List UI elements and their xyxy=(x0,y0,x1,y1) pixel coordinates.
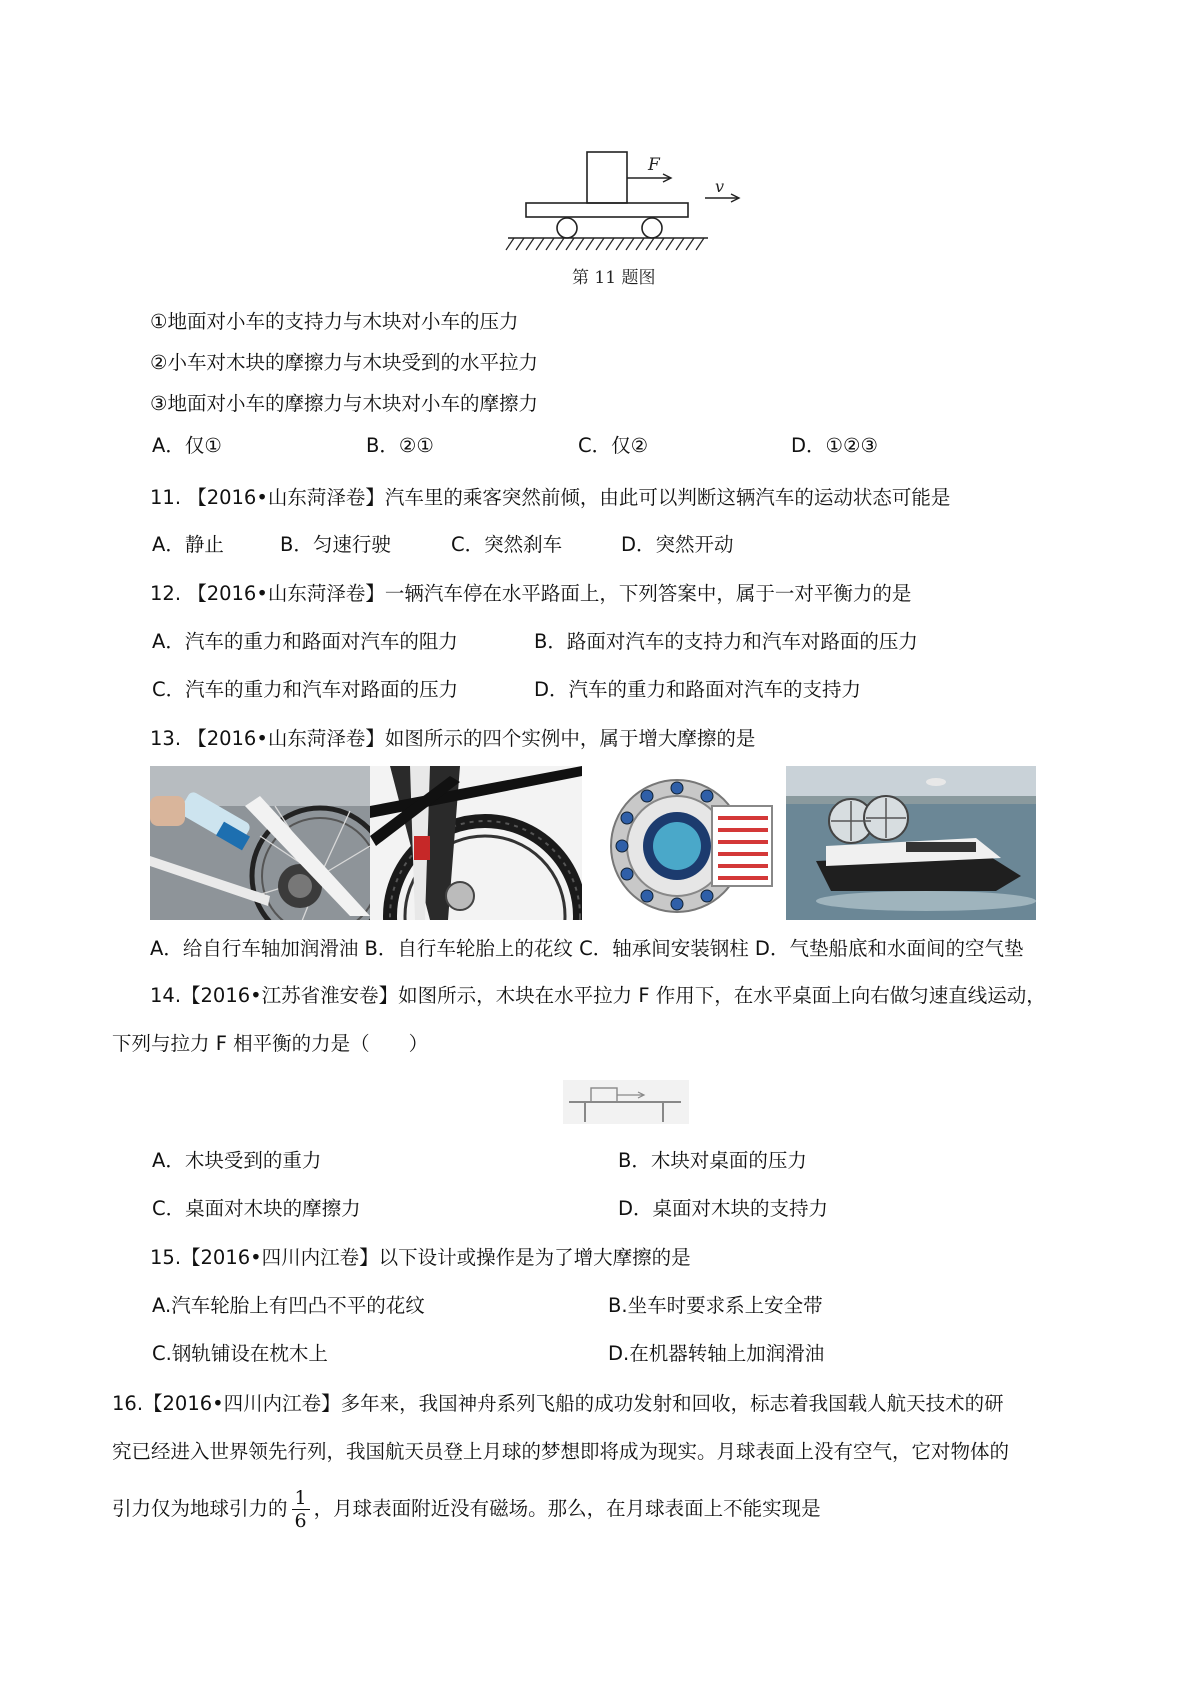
q10-option-b: B．②① xyxy=(366,434,434,457)
cart-plank xyxy=(526,203,688,217)
q11-option-a: A．静止 xyxy=(152,533,224,556)
photo-lubricating-bicycle xyxy=(150,766,370,920)
q12-option-a: A．汽车的重力和路面对汽车的阻力 xyxy=(152,630,458,653)
q10-option-c: C．仅② xyxy=(578,434,649,457)
q11-stem: 11. 【2016•山东菏泽卷】汽车里的乘客突然前倾，由此可以判断这辆汽车的运动状态可能是 xyxy=(150,486,951,509)
q13-options: A．给自行车轴加润滑油 B．自行车轮胎上的花纹 C．轴承间安装钢柱 D．气垫船底和水面间的空气垫 xyxy=(150,937,1024,960)
q11-option-d: D．突然开动 xyxy=(621,533,734,556)
photo-hovercraft xyxy=(786,766,1036,920)
figure-caption: 第 11 题图 xyxy=(572,268,656,288)
statement-2: ②小车对木块的摩擦力与木块受到的水平拉力 xyxy=(150,351,538,374)
q15-option-c: C.钢轨铺设在枕木上 xyxy=(152,1342,328,1365)
q15-option-a: A.汽车轮胎上有凹凸不平的花纹 xyxy=(152,1294,425,1317)
cart-wheel xyxy=(557,218,577,238)
fraction-numerator: 1 xyxy=(292,1487,310,1510)
q13-stem: 13. 【2016•山东菏泽卷】如图所示的四个实例中，属于增大摩擦的是 xyxy=(150,727,756,750)
velocity-label: v xyxy=(715,177,725,196)
q12-option-b: B．路面对汽车的支持力和汽车对路面的压力 xyxy=(534,630,918,653)
q16-line3-pre: 引力仅为地球引力的 xyxy=(112,1497,288,1520)
q16-line3 xyxy=(112,1485,821,1533)
q15-stem: 15.【2016•四川内江卷】以下设计或操作是为了增大摩擦的是 xyxy=(150,1246,691,1269)
q12-stem: 12. 【2016•山东菏泽卷】一辆汽车停在水平路面上，下列答案中，属于一对平衡力的是 xyxy=(150,582,912,605)
photo-bearing xyxy=(582,766,782,920)
cart-wheel xyxy=(642,218,662,238)
statement-1: ①地面对小车的支持力与木块对小车的压力 xyxy=(150,310,519,333)
q14-option-b: B．木块对桌面的压力 xyxy=(618,1149,807,1172)
q10-option-d: D．①②③ xyxy=(791,434,878,457)
q15-option-d: D.在机器转轴上加润滑油 xyxy=(608,1342,825,1365)
q16-line3-post: ，月球表面附近没有磁场。那么，在月球表面上不能实现是 xyxy=(313,1497,821,1520)
q14-stem-line2: 下列与拉力 F 相平衡的力是（ ） xyxy=(112,1032,429,1055)
fraction-denominator: 6 xyxy=(294,1510,307,1532)
q14-option-a: A．木块受到的重力 xyxy=(152,1149,322,1172)
q12-option-d: D．汽车的重力和路面对汽车的支持力 xyxy=(534,678,862,701)
q16-line1: 16.【2016•四川内江卷】多年来，我国神舟系列飞船的成功发射和回收，标志着我国载人航天技术的研 xyxy=(112,1392,1004,1415)
q16-line2: 究已经进入世界领先行列，我国航天员登上月球的梦想即将成为现实。月球表面上没有空气，它对物体的 xyxy=(112,1440,1010,1463)
statement-3: ③地面对小车的摩擦力与木块对小车的摩擦力 xyxy=(150,392,538,415)
q14-stem-line1: 14.【2016•江苏省淮安卷】如图所示，木块在水平拉力 F 作用下，在水平桌面上向右做匀速直线运动， xyxy=(150,984,1046,1007)
wooden-block xyxy=(587,152,627,203)
q10-option-a: A．仅① xyxy=(152,434,222,457)
photo-bicycle-tire xyxy=(370,766,582,920)
q12-option-c: C．汽车的重力和汽车对路面的压力 xyxy=(152,678,459,701)
figure-14-block-on-table xyxy=(563,1080,689,1124)
q15-option-b: B.坐车时要求系上安全带 xyxy=(608,1294,823,1317)
q14-option-c: C．桌面对木块的摩擦力 xyxy=(152,1197,361,1220)
fraction-one-sixth xyxy=(292,1487,310,1532)
q11-option-b: B．匀速行驶 xyxy=(280,533,391,556)
figure-11-cart-diagram xyxy=(500,150,760,290)
q14-option-d: D．桌面对木块的支持力 xyxy=(618,1197,829,1220)
force-label: F xyxy=(648,155,660,175)
ground-hatching xyxy=(506,238,704,250)
q11-option-c: C．突然刹车 xyxy=(451,533,563,556)
